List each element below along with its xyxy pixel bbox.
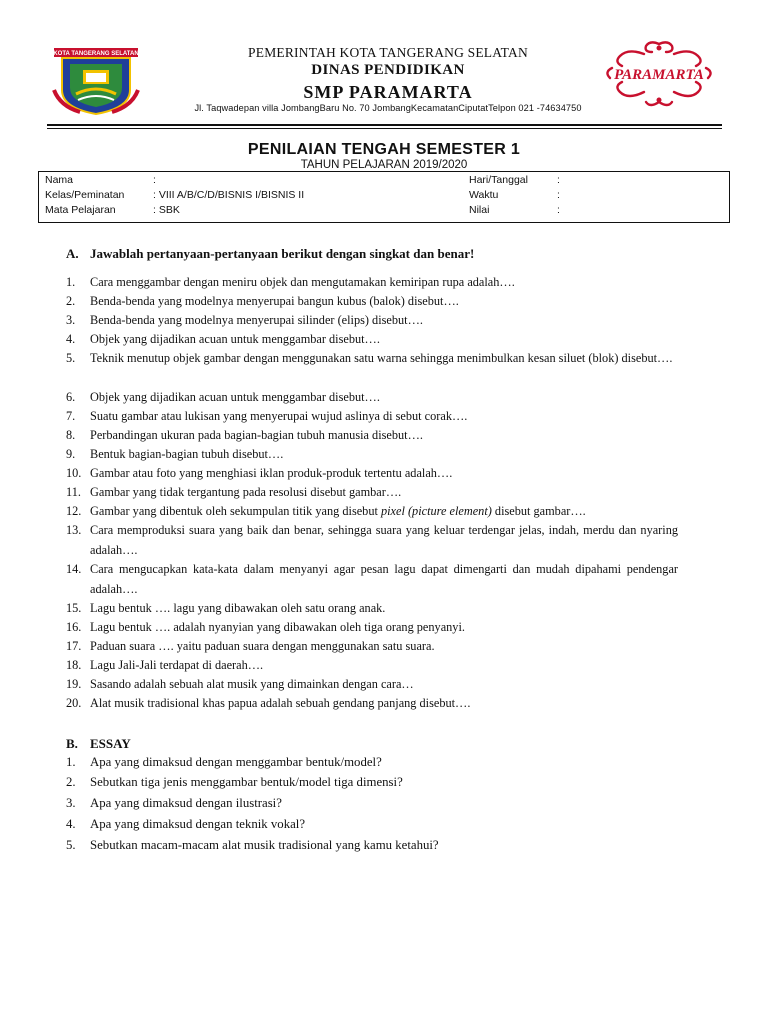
paramarta-wordmark: PARAMARTA: [614, 67, 704, 83]
question-text: Bentuk bagian-bagian tubuh disebut….: [90, 447, 284, 461]
question-text: Suatu gambar atau lukisan yang menyerupai wujud aslinya di sebut corak….: [90, 409, 468, 423]
identity-label: Kelas/Peminatan: [45, 189, 125, 201]
identity-label: Mata Pelajaran: [45, 204, 116, 216]
essay-number: 1.: [66, 755, 76, 769]
identity-value: :: [153, 174, 156, 186]
essay-number: 4.: [66, 817, 76, 831]
question-text: Cara menggambar dengan meniru objek dan mengutamakan kemiripan rupa adalah….: [90, 275, 515, 289]
question-text: Lagu bentuk …. adalah nyanyian yang dibawakan oleh tiga orang penyanyi.: [90, 620, 465, 634]
header-rule-thick: [47, 124, 722, 126]
question-number: 17.: [66, 639, 82, 653]
identity-row: [39, 204, 729, 219]
question-text-end: disebut gambar….: [491, 504, 586, 518]
school-address: Jl. Taqwadepan villa JombangBaru No. 70 JombangKecamatanCiputatTelpon 021 -74634750: [194, 103, 582, 113]
question-number: 13.: [66, 523, 82, 537]
section-a-letter: A.: [66, 246, 79, 261]
question-text: Lagu Jali-Jali terdapat di daerah….: [90, 658, 264, 672]
question-number: 19.: [66, 677, 82, 691]
question-number: 14.: [66, 562, 82, 576]
question-number: 20.: [66, 696, 82, 710]
agency-name: DINAS PENDIDIKAN: [311, 62, 465, 78]
question-number: 8.: [66, 428, 76, 442]
identity-label-right: Hari/Tanggal: [469, 174, 528, 186]
header-rule-thin: [47, 128, 722, 129]
question-number: 6.: [66, 390, 76, 404]
identity-label: Nama: [45, 174, 74, 186]
essay-text: Apa yang dimaksud dengan teknik vokal?: [90, 817, 306, 831]
paramarta-logo-icon: [598, 38, 720, 110]
question-text-start: Gambar yang dibentuk oleh sekumpulan titik yang disebut: [90, 504, 381, 518]
question-text: Lagu bentuk …. lagu yang dibawakan oleh satu orang anak.: [90, 601, 386, 615]
question-text: Objek yang dijadikan acuan untuk menggambar disebut….: [90, 332, 380, 346]
question-text: Gambar atau foto yang menghiasi iklan produk-produk tertentu adalah….: [90, 466, 453, 480]
exam-title: PENILAIAN TENGAH SEMESTER 1: [247, 141, 521, 158]
question-text: Paduan suara …. yaitu paduan suara dengan menggunakan satu suara.: [90, 639, 435, 653]
essay-text: Apa yang dimaksud dengan menggambar bentuk/model?: [90, 755, 382, 769]
question-number: 15.: [66, 601, 82, 615]
identity-label-right: Waktu: [469, 189, 499, 201]
identity-row: [39, 189, 729, 204]
question-text: Teknik menutup objek gambar dengan menggunakan satu warna sehingga menimbulkan kesan siluet (blok) disebut….: [90, 351, 673, 365]
identity-colon-right: :: [557, 174, 560, 186]
question-text: Benda-benda yang modelnya menyerupai silinder (elips) disebut….: [90, 313, 423, 327]
identity-value: : SBK: [153, 204, 180, 216]
question-number: 16.: [66, 620, 82, 634]
question-text: Cara memproduksi suara yang baik dan benar, sehingga suara yang keluar terdengar jelas, indah, merdu dan nyaring adalah….: [90, 523, 678, 557]
question-number: 12.: [66, 504, 82, 518]
identity-value: : VIII A/B/C/D/BISNIS I/BISNIS II: [153, 189, 305, 201]
question-text: [90, 502, 678, 522]
essay-text: Sebutkan tiga jenis menggambar bentuk/model tiga dimensi?: [90, 775, 403, 789]
exam-year: TAHUN PELAJARAN 2019/2020: [300, 159, 468, 171]
essay-number: 5.: [66, 838, 76, 852]
question-number: 11.: [66, 485, 81, 499]
letterhead: [150, 45, 626, 103]
question-number: 5.: [66, 351, 76, 365]
government-name: PEMERINTAH KOTA TANGERANG SELATAN: [248, 45, 528, 60]
essay-text: Apa yang dimaksud dengan ilustrasi?: [90, 796, 282, 810]
essay-number: 3.: [66, 796, 76, 810]
question-text: Perbandingan ukuran pada bagian-bagian tubuh manusia disebut….: [90, 428, 423, 442]
identity-label-right: Nilai: [469, 204, 490, 216]
essay-text: Sebutkan macam-macam alat musik tradisional yang kamu ketahui?: [90, 838, 439, 852]
emblem-banner-text: KOTA TANGERANG SELATAN: [53, 51, 139, 57]
question-text: Objek yang dijadikan acuan untuk menggambar disebut….: [90, 390, 380, 404]
essay-number: 2.: [66, 775, 76, 789]
question-number: 18.: [66, 658, 82, 672]
question-text: Benda-benda yang modelnya menyerupai bangun kubus (balok) disebut….: [90, 294, 459, 308]
question-text-italic: pixel (picture element): [380, 504, 492, 518]
section-b-letter: B.: [66, 736, 78, 751]
question-number: 2.: [66, 294, 76, 308]
identity-colon-right: :: [557, 189, 560, 201]
question-number: 7.: [66, 409, 76, 423]
question-text: Alat musik tradisional khas papua adalah sebuah gendang panjang disebut….: [90, 696, 471, 710]
section-b-title: ESSAY: [90, 736, 131, 751]
question-number: 1.: [66, 275, 76, 289]
section-a-instruction: Jawablah pertanyaan-pertanyaan berikut dengan singkat dan benar!: [90, 246, 475, 261]
question-number: 4.: [66, 332, 76, 346]
student-identity-box: [38, 171, 730, 223]
question-text: Gambar yang tidak tergantung pada resolusi disebut gambar….: [90, 485, 402, 499]
identity-colon-right: :: [557, 204, 560, 216]
school-name: SMP PARAMARTA: [303, 82, 473, 102]
question-number: 9.: [66, 447, 76, 461]
question-text: Cara mengucapkan kata-kata dalam menyanyi agar pesan lagu dapat dimengarti dan mudah dipahami pendengar adalah….: [90, 562, 678, 596]
question-text: Sasando adalah sebuah alat musik yang dimainkan dengan cara…: [90, 677, 414, 691]
identity-row: [39, 174, 729, 189]
question-number: 10.: [66, 466, 82, 480]
question-number: 3.: [66, 313, 76, 327]
